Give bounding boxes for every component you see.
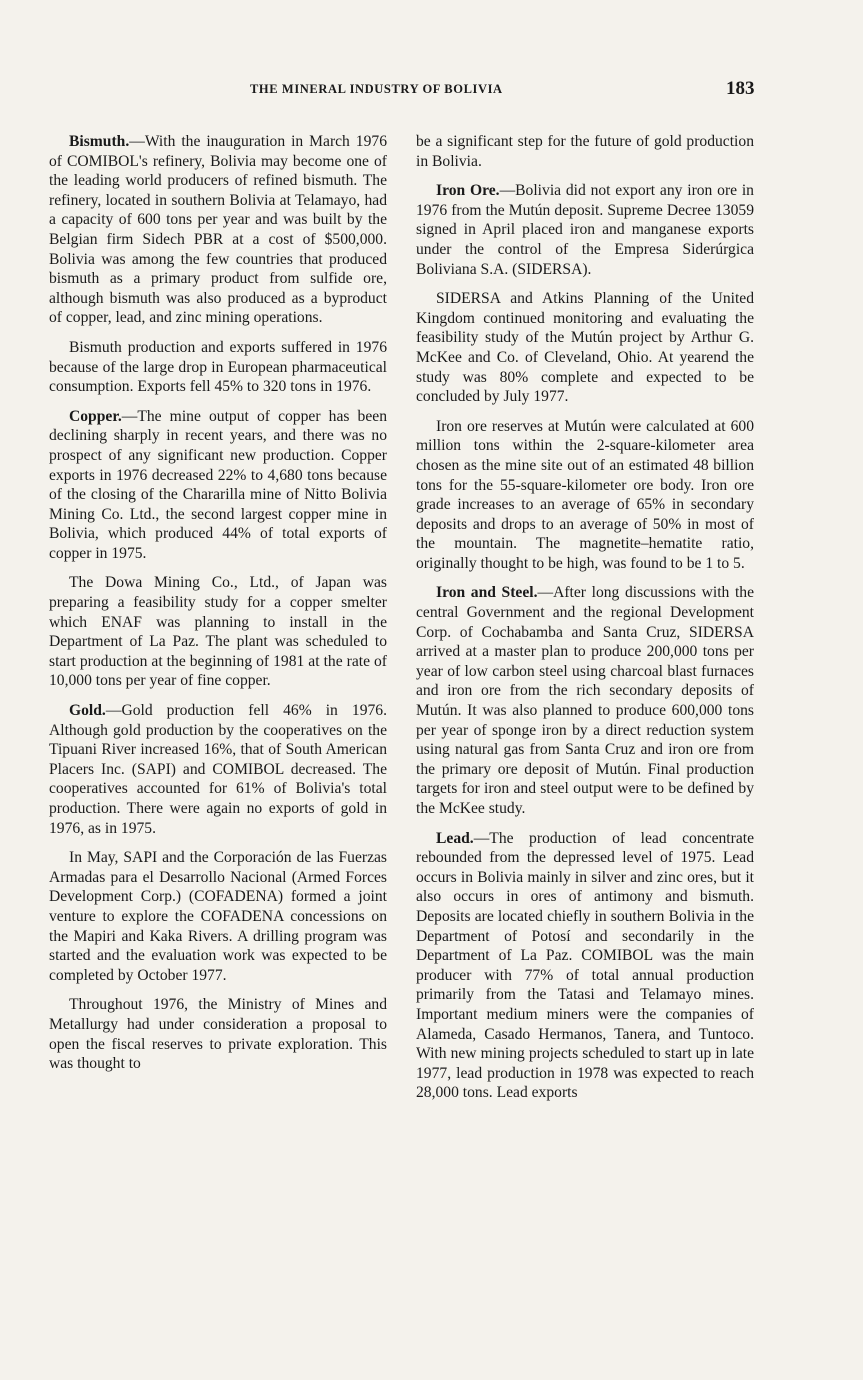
paragraph-text: In May, SAPI and the Corporación de las Fuerzas Armadas para el Desarrollo Nacional (Armed Forces Development Corp.) (COFADENA) formed a joint venture to explore the COFADENA concessions on the Mapiri and Kaka Rivers. A drilling program was started and the evaluation work was expected to be completed by October 1977. bbox=[49, 849, 387, 984]
paragraph-bismuth bbox=[49, 132, 387, 328]
paragraph-text: —The mine output of copper has been declining sharply in recent years, and there was no prospect of any significant new production. Copper exports in 1976 decreased 22% to 4,680 tons because of the closing of the Chararilla mine of Nitto Bolivia Mining Co. Ltd., the second largest copper mine in Bolivia, which produced 44% of total exports of copper in 1975. bbox=[49, 407, 387, 562]
paragraph-gold bbox=[49, 701, 387, 838]
paragraph-text: The Dowa Mining Co., Ltd., of Japan was preparing a feasibility study for a copper smelter which ENAF was planning to install in the Department of La Paz. The plant was scheduled to start production at the beginning of 1981 at the rate of 10,000 tons per year of fine copper. bbox=[49, 574, 387, 690]
paragraph-text: —With the inauguration in March 1976 of COMIBOL's refinery, Bolivia may become one of the leading world producers of refined bismuth. The refinery, located in southern Bolivia at Telamayo, had a capacity of 600 tons per year and was built by the Belgian firm Sidech PBR at a cost of $500,000. Bolivia was among the few countries that produced bismuth as a primary product from sulfide ore, although bismuth was also produced as a byproduct of copper, lead, and zinc mining operations. bbox=[49, 133, 387, 327]
paragraph-copper bbox=[49, 407, 387, 564]
paragraph-fiscal-reserves bbox=[49, 995, 387, 1073]
right-column bbox=[416, 132, 754, 1113]
paragraph-text: be a significant step for the future of gold production in Bolivia. bbox=[416, 133, 754, 170]
paragraph-iron-steel bbox=[416, 583, 754, 818]
paragraph-text: Iron ore reserves at Mutún were calculated at 600 million tons within the 2-square-kilometer area chosen as the mine site out of an estimated 48 billion tons for the 55-square-kilometer ore body. Iron ore grade increases to an average of 65% in secondary deposits and drops to an average of 50% in most of the mountain. The magnetite–hematite ratio, originally thought to be high, was found to be 1 to 5. bbox=[416, 417, 754, 572]
running-header bbox=[0, 78, 863, 102]
left-column bbox=[49, 132, 387, 1084]
paragraph-text: —After long discussions with the central Government and the regional Development Corp. of Cochabamba and Santa Cruz, SIDERSA arrived at a master plan to produce 200,000 tons per year of low carbon steel using charcoal blast furnaces and iron ore from the rich secondary deposits of Mutún. It was also planned to produce 600,000 tons per year of sponge iron by a direct reduction system using natural gas from Santa Cruz and iron ore from the primary ore deposit of Mutún. Final production targets for iron and steel output were to be defined by the McKee study. bbox=[416, 584, 754, 817]
paragraph-text: —Bolivia did not export any iron ore in 1976 from the Mutún deposit. Supreme Decree 13059 signed in April placed iron and manganese exports under the control of the Empresa Siderúrgica Boliviana S.A. (SIDERSA). bbox=[416, 182, 754, 278]
paragraph-bismuth-exports bbox=[49, 338, 387, 397]
section-heading-gold: Gold. bbox=[69, 702, 106, 720]
paragraph-sapi-cofadena bbox=[49, 848, 387, 985]
section-heading-lead: Lead. bbox=[436, 829, 474, 847]
paragraph-continued bbox=[416, 132, 754, 171]
running-title: THE MINERAL INDUSTRY OF BOLIVIA bbox=[250, 82, 503, 96]
paragraph-text: Throughout 1976, the Ministry of Mines and Metallurgy had under consideration a proposal to open the fiscal reserves to private exploration. This was thought to bbox=[49, 996, 387, 1073]
paragraph-copper-smelter bbox=[49, 573, 387, 691]
section-heading-iron-ore: Iron Ore. bbox=[436, 182, 500, 200]
paragraph-iron-reserves bbox=[416, 417, 754, 574]
paragraph-text: Bismuth production and exports suffered in 1976 because of the large drop in European pharmaceutical consumption. Exports fell 45% to 320 tons in 1976. bbox=[49, 338, 387, 396]
paragraph-text: SIDERSA and Atkins Planning of the United Kingdom continued monitoring and evaluating the feasibility study of the Mutún project by Arthur G. McKee and Co. of Cleveland, Ohio. At yearend the study was 80% complete and expected to be concluded by July 1977. bbox=[416, 290, 754, 406]
paragraph-sidersa-atkins bbox=[416, 289, 754, 407]
section-heading-copper: Copper. bbox=[69, 407, 122, 425]
paragraph-text: —The production of lead concentrate rebounded from the depressed level of 1975. Lead occurs in Bolivia mainly in silver and zinc ores, but it also occurs in ores of antimony and bismuth. Deposits are located chiefly in southern Bolivia in the Department of Potosí and secondarily in the Department of La Paz. COMIBOL was the main producer with 77% of total annual production primarily from the Tatasi and Telamayo mines. Important medium miners were the companies of Alameda, Casado Hermanos, Tanera, and Tuntoco. With new mining projects scheduled to start up in late 1977, lead production in 1978 was expected to reach 28,000 tons. Lead exports bbox=[416, 829, 754, 1102]
paragraph-text: —Gold production fell 46% in 1976. Although gold production by the cooperatives on the Tipuani River increased 16%, that of South American Placers Inc. (SAPI) and COMIBOL decreased. The cooperatives accounted for 61% of Bolivia's total production. There were again no exports of gold in 1976, as in 1975. bbox=[49, 702, 387, 837]
section-heading-iron-steel: Iron and Steel. bbox=[436, 584, 538, 602]
section-heading-bismuth: Bismuth. bbox=[69, 133, 130, 150]
page-number: 183 bbox=[726, 78, 755, 99]
paragraph-lead bbox=[416, 829, 754, 1103]
paragraph-iron-ore bbox=[416, 181, 754, 279]
